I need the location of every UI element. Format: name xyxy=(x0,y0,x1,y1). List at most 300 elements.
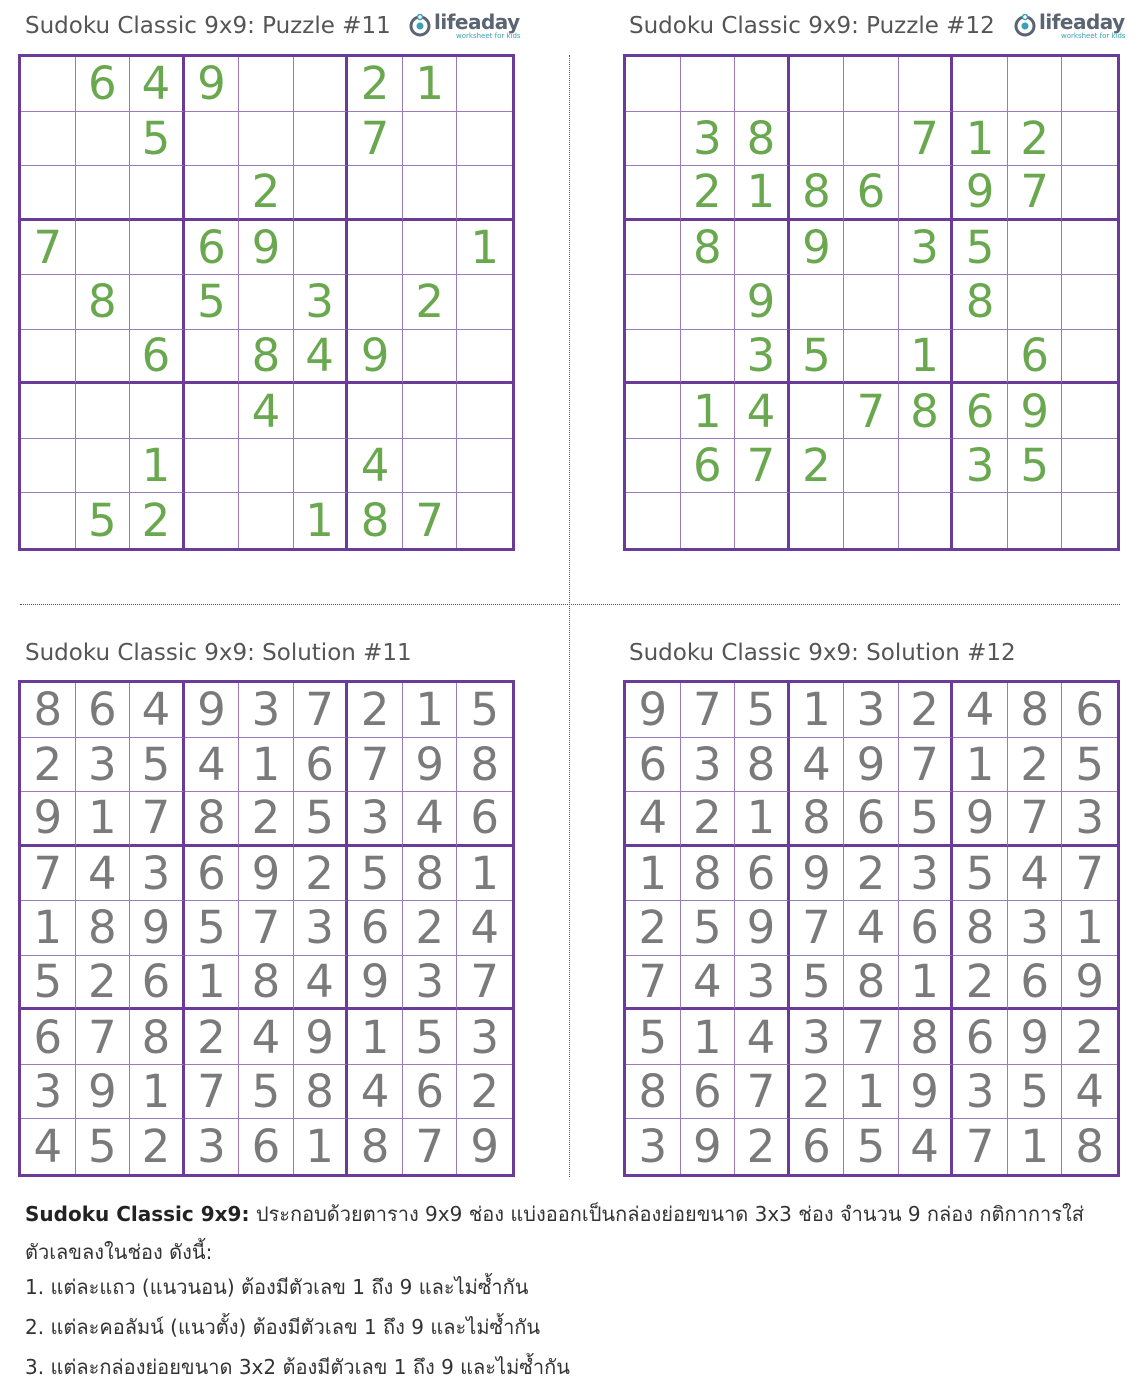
sudoku-cell: 6 xyxy=(130,956,185,1011)
sudoku-cell xyxy=(185,330,240,385)
sudoku-cell: 7 xyxy=(844,384,899,439)
sudoku-cell: 6 xyxy=(953,1010,1008,1065)
sudoku-cell: 6 xyxy=(403,1065,458,1120)
sudoku-cell: 4 xyxy=(294,956,349,1011)
rules-heading: Sudoku Classic 9x9: xyxy=(25,1202,250,1226)
sudoku-cell: 8 xyxy=(403,847,458,902)
sudoku-cell: 9 xyxy=(844,738,899,793)
sudoku-cell: 6 xyxy=(1008,330,1063,385)
sudoku-cell xyxy=(457,493,512,548)
sudoku-cell: 1 xyxy=(403,683,458,738)
sudoku-cell: 8 xyxy=(735,738,790,793)
sudoku-cell: 5 xyxy=(294,792,349,847)
sudoku-cell xyxy=(348,384,403,439)
sudoku-cell: 1 xyxy=(21,901,76,956)
sudoku-cell xyxy=(294,221,349,276)
rules-section xyxy=(25,1195,1125,1393)
sudoku-cell: 5 xyxy=(1008,1065,1063,1120)
sudoku-cell xyxy=(457,384,512,439)
sudoku-cell: 4 xyxy=(76,847,131,902)
sudoku-cell xyxy=(953,493,1008,548)
sudoku-cell: 2 xyxy=(294,847,349,902)
sudoku-cell: 1 xyxy=(294,1119,349,1174)
sudoku-cell: 3 xyxy=(681,738,736,793)
sudoku-cell: 4 xyxy=(899,1119,954,1174)
sudoku-cell: 7 xyxy=(1008,792,1063,847)
sudoku-cell: 3 xyxy=(294,275,349,330)
rule-item-3: 3. แต่ละกล่องย่อยขนาด 3x2 ต้องมีตัวเลข 1 ถึง 9 และไม่ซ้ำกัน xyxy=(25,1355,570,1379)
sudoku-cell: 4 xyxy=(735,1010,790,1065)
sudoku-cell xyxy=(626,330,681,385)
sudoku-cell: 9 xyxy=(470,1120,500,1174)
sudoku-cell: 7 xyxy=(844,1010,899,1065)
solution-11-title: Sudoku Classic 9x9: Solution #11 xyxy=(25,640,412,666)
sudoku-cell: 9 xyxy=(790,847,845,902)
sudoku-cell: 9 xyxy=(348,956,403,1011)
sudoku-cell xyxy=(457,166,512,221)
sudoku-cell: 2 xyxy=(403,901,458,956)
sudoku-cell: 8 xyxy=(844,956,899,1011)
sudoku-cell: 3 xyxy=(348,792,403,847)
sudoku-cell xyxy=(403,221,458,276)
logo-icon xyxy=(408,14,432,38)
sudoku-cell xyxy=(844,275,899,330)
sudoku-cell: 8 xyxy=(130,1010,185,1065)
sudoku-cell: 8 xyxy=(21,683,76,738)
sudoku-cell: 4 xyxy=(626,792,681,847)
sudoku-cell: 2 xyxy=(626,901,681,956)
sudoku-cell: 7 xyxy=(735,439,790,494)
sudoku-cell xyxy=(1062,166,1117,221)
sudoku-cell: 3 xyxy=(790,1010,845,1065)
sudoku-cell: 3 xyxy=(76,738,131,793)
logo-tagline: worksheet for kids xyxy=(1061,32,1126,40)
sudoku-cell xyxy=(626,275,681,330)
sudoku-cell: 4 xyxy=(790,738,845,793)
sudoku-cell: 8 xyxy=(953,275,1008,330)
sudoku-cell xyxy=(681,493,736,548)
sudoku-cell: 7 xyxy=(457,956,512,1011)
sudoku-cell: 4 xyxy=(130,57,185,112)
sudoku-cell: 1 xyxy=(457,847,512,902)
sudoku-cell xyxy=(348,221,403,276)
sudoku-cell: 7 xyxy=(403,493,458,548)
sudoku-cell xyxy=(239,439,294,494)
sudoku-cell xyxy=(457,330,512,385)
sudoku-cell: 8 xyxy=(239,330,294,385)
sudoku-cell: 2 xyxy=(76,956,131,1011)
sudoku-cell: 5 xyxy=(899,792,954,847)
sudoku-cell: 1 xyxy=(76,792,131,847)
sudoku-cell: 3 xyxy=(21,1065,76,1120)
sudoku-cell xyxy=(294,384,349,439)
sudoku-cell xyxy=(1062,112,1117,167)
sudoku-cell: 3 xyxy=(681,112,736,167)
sudoku-cell: 2 xyxy=(403,275,458,330)
sudoku-cell: 6 xyxy=(626,738,681,793)
sudoku-cell: 5 xyxy=(239,1065,294,1120)
sudoku-cell xyxy=(76,384,131,439)
sudoku-cell xyxy=(294,166,349,221)
sudoku-cell: 4 xyxy=(239,384,294,439)
logo-name: lifeaday xyxy=(1039,10,1125,34)
sudoku-cell: 7 xyxy=(239,901,294,956)
sudoku-cell: 6 xyxy=(844,166,899,221)
sudoku-cell: 5 xyxy=(76,493,131,548)
sudoku-cell: 2 xyxy=(681,792,736,847)
sudoku-cell: 2 xyxy=(239,166,294,221)
sudoku-cell: 4 xyxy=(1008,847,1063,902)
sudoku-cell: 3 xyxy=(457,1010,512,1065)
sudoku-cell: 4 xyxy=(953,683,1008,738)
sudoku-cell xyxy=(185,384,240,439)
sudoku-cell: 1 xyxy=(681,1010,736,1065)
sudoku-cell: 6 xyxy=(681,439,736,494)
sudoku-cell xyxy=(21,57,76,112)
sudoku-cell xyxy=(681,330,736,385)
sudoku-cell: 9 xyxy=(735,275,790,330)
sudoku-cell xyxy=(403,384,458,439)
sudoku-cell xyxy=(76,221,131,276)
sudoku-cell: 2 xyxy=(348,57,403,112)
rules-intro-text: ประกอบด้วยตาราง 9x9 ช่อง แบ่งออกเป็นกล่องย่อยขนาด 3x3 ช่อง จำนวน 9 กล่อง กติกาการใส่ตัวเลขลงในช่อง ดังนี้: xyxy=(25,1202,1084,1264)
sudoku-cell: 6 xyxy=(790,1119,845,1174)
sudoku-cell: 7 xyxy=(348,738,403,793)
sudoku-cell: 8 xyxy=(457,738,512,793)
rules-intro xyxy=(25,1195,1125,1271)
sudoku-cell: 7 xyxy=(790,901,845,956)
sudoku-cell xyxy=(21,275,76,330)
sudoku-cell xyxy=(626,112,681,167)
sudoku-cell: 2 xyxy=(1008,738,1063,793)
sudoku-cell: 8 xyxy=(294,1065,349,1120)
sudoku-cell: 6 xyxy=(294,738,349,793)
sudoku-cell: 2 xyxy=(130,1119,185,1174)
sudoku-cell xyxy=(457,275,512,330)
sudoku-cell: 3 xyxy=(130,847,185,902)
sudoku-cell: 7 xyxy=(1062,847,1117,902)
sudoku-cell: 3 xyxy=(1062,792,1117,847)
sudoku-cell: 5 xyxy=(735,683,790,738)
sudoku-cell xyxy=(130,221,185,276)
sudoku-cell xyxy=(239,493,294,548)
sudoku-cell: 3 xyxy=(953,439,1008,494)
sudoku-cell xyxy=(790,57,845,112)
sudoku-cell xyxy=(1062,493,1117,548)
sudoku-cell: 3 xyxy=(844,683,899,738)
sudoku-cell xyxy=(130,384,185,439)
sudoku-cell xyxy=(953,330,1008,385)
solution-11-grid xyxy=(18,680,515,1177)
sudoku-cell: 5 xyxy=(457,683,512,738)
sudoku-cell xyxy=(790,275,845,330)
sudoku-cell: 5 xyxy=(790,956,845,1011)
sudoku-cell xyxy=(626,439,681,494)
sudoku-cell: 9 xyxy=(76,1065,131,1120)
sudoku-cell: 3 xyxy=(735,956,790,1011)
sudoku-cell: 1 xyxy=(1062,901,1117,956)
sudoku-cell: 7 xyxy=(403,1119,458,1174)
sudoku-cell: 8 xyxy=(899,1010,954,1065)
sudoku-cell: 1 xyxy=(457,221,512,276)
sudoku-cell: 6 xyxy=(130,330,185,385)
sudoku-cell: 5 xyxy=(185,275,240,330)
sudoku-cell xyxy=(844,439,899,494)
sudoku-cell xyxy=(899,275,954,330)
sudoku-cell xyxy=(790,493,845,548)
sudoku-cell: 7 xyxy=(899,738,954,793)
sudoku-cell: 8 xyxy=(185,792,240,847)
sudoku-cell: 4 xyxy=(735,384,790,439)
sudoku-cell: 1 xyxy=(790,683,845,738)
sudoku-cell: 5 xyxy=(626,1010,681,1065)
sudoku-cell xyxy=(403,166,458,221)
sudoku-cell: 8 xyxy=(239,956,294,1011)
sudoku-cell: 4 xyxy=(348,1065,403,1120)
sudoku-cell xyxy=(844,57,899,112)
sudoku-cell: 5 xyxy=(185,901,240,956)
sudoku-cell: 9 xyxy=(1008,384,1063,439)
sudoku-cell: 9 xyxy=(294,1010,349,1065)
sudoku-cell: 4 xyxy=(185,738,240,793)
sudoku-cell: 1 xyxy=(844,1065,899,1120)
puzzle-11-grid xyxy=(18,54,515,551)
sudoku-cell: 9 xyxy=(735,901,790,956)
sudoku-cell xyxy=(626,221,681,276)
sudoku-cell: 2 xyxy=(21,738,76,793)
sudoku-cell: 5 xyxy=(953,221,1008,276)
solution-12-title: Sudoku Classic 9x9: Solution #12 xyxy=(629,640,1016,666)
sudoku-cell: 8 xyxy=(76,275,131,330)
logo-name: lifeaday xyxy=(434,10,520,34)
sudoku-cell: 1 xyxy=(403,57,458,112)
sudoku-cell xyxy=(1062,330,1117,385)
sudoku-cell xyxy=(1008,493,1063,548)
sudoku-cell xyxy=(844,221,899,276)
logo-tagline: worksheet for kids xyxy=(456,32,521,40)
horizontal-divider xyxy=(20,604,1120,605)
sudoku-cell: 9 xyxy=(130,901,185,956)
sudoku-cell: 2 xyxy=(790,439,845,494)
sudoku-cell: 3 xyxy=(294,901,349,956)
sudoku-cell: 2 xyxy=(348,683,403,738)
sudoku-cell: 4 xyxy=(403,792,458,847)
sudoku-cell: 6 xyxy=(735,847,790,902)
sudoku-cell: 4 xyxy=(457,901,512,956)
sudoku-cell: 5 xyxy=(790,330,845,385)
sudoku-cell: 9 xyxy=(953,166,1008,221)
sudoku-cell: 4 xyxy=(130,683,185,738)
logo-icon xyxy=(1013,14,1037,38)
sudoku-cell: 4 xyxy=(21,1119,76,1174)
sudoku-cell: 1 xyxy=(130,439,185,494)
sudoku-cell xyxy=(1008,221,1063,276)
sudoku-cell: 8 xyxy=(626,1065,681,1120)
sudoku-cell: 5 xyxy=(953,847,1008,902)
sudoku-cell: 1 xyxy=(626,847,681,902)
sudoku-cell: 9 xyxy=(185,57,240,112)
sudoku-cell: 8 xyxy=(790,166,845,221)
sudoku-cell xyxy=(403,330,458,385)
sudoku-cell: 2 xyxy=(1062,1010,1117,1065)
sudoku-cell xyxy=(1008,57,1063,112)
sudoku-cell: 3 xyxy=(735,330,790,385)
sudoku-cell: 5 xyxy=(844,1119,899,1174)
sudoku-cell: 6 xyxy=(953,384,1008,439)
sudoku-cell: 7 xyxy=(953,1119,1008,1174)
sudoku-cell: 3 xyxy=(953,1065,1008,1120)
sudoku-cell xyxy=(899,57,954,112)
sudoku-cell: 2 xyxy=(185,1010,240,1065)
sudoku-cell: 4 xyxy=(294,330,349,385)
sudoku-cell: 2 xyxy=(844,847,899,902)
sudoku-cell: 7 xyxy=(21,847,76,902)
sudoku-cell xyxy=(1062,275,1117,330)
sudoku-cell: 8 xyxy=(735,112,790,167)
sudoku-cell xyxy=(735,57,790,112)
sudoku-cell xyxy=(21,112,76,167)
sudoku-cell xyxy=(1062,439,1117,494)
sudoku-cell: 7 xyxy=(1008,166,1063,221)
sudoku-cell xyxy=(953,57,1008,112)
sudoku-cell: 3 xyxy=(899,847,954,902)
sudoku-cell: 6 xyxy=(239,1119,294,1174)
sudoku-cell xyxy=(457,57,512,112)
sudoku-cell xyxy=(681,275,736,330)
sudoku-cell: 1 xyxy=(185,956,240,1011)
sudoku-cell: 8 xyxy=(681,847,736,902)
sudoku-cell: 1 xyxy=(348,1010,403,1065)
sudoku-cell: 6 xyxy=(348,901,403,956)
sudoku-cell: 1 xyxy=(239,738,294,793)
sudoku-cell: 6 xyxy=(681,1065,736,1120)
sudoku-cell xyxy=(403,112,458,167)
sudoku-cell: 7 xyxy=(21,221,76,276)
sudoku-cell: 7 xyxy=(185,1065,240,1120)
sudoku-cell: 6 xyxy=(185,847,240,902)
sudoku-cell: 2 xyxy=(790,1065,845,1120)
sudoku-cell: 9 xyxy=(1008,1010,1063,1065)
sudoku-cell: 4 xyxy=(239,1010,294,1065)
sudoku-cell: 8 xyxy=(790,792,845,847)
sudoku-cell: 7 xyxy=(899,112,954,167)
sudoku-cell xyxy=(21,493,76,548)
sudoku-cell: 6 xyxy=(844,792,899,847)
logo xyxy=(1013,12,1126,40)
sudoku-cell: 9 xyxy=(348,330,403,385)
sudoku-cell xyxy=(899,493,954,548)
sudoku-cell xyxy=(348,166,403,221)
sudoku-cell xyxy=(735,493,790,548)
sudoku-cell xyxy=(735,221,790,276)
sudoku-cell: 6 xyxy=(185,221,240,276)
sudoku-cell: 3 xyxy=(626,1119,681,1174)
sudoku-cell: 4 xyxy=(844,901,899,956)
sudoku-cell xyxy=(1062,57,1117,112)
sudoku-cell xyxy=(185,439,240,494)
sudoku-cell xyxy=(626,384,681,439)
sudoku-cell xyxy=(21,439,76,494)
sudoku-cell xyxy=(626,57,681,112)
sudoku-cell xyxy=(790,112,845,167)
sudoku-cell: 5 xyxy=(130,738,185,793)
sudoku-cell: 8 xyxy=(899,384,954,439)
sudoku-cell: 6 xyxy=(899,901,954,956)
sudoku-cell: 8 xyxy=(1008,683,1063,738)
sudoku-cell: 7 xyxy=(681,683,736,738)
sudoku-cell: 6 xyxy=(21,1010,76,1065)
sudoku-cell: 6 xyxy=(457,792,512,847)
sudoku-cell xyxy=(76,330,131,385)
sudoku-cell: 9 xyxy=(185,683,240,738)
solution-12-grid xyxy=(623,680,1120,1177)
sudoku-cell: 5 xyxy=(76,1119,131,1174)
rule-item-2: 2. แต่ละคอลัมน์ (แนวตั้ง) ต้องมีตัวเลข 1 ถึง 9 และไม่ซ้ำกัน xyxy=(25,1315,541,1339)
sudoku-cell: 1 xyxy=(899,956,954,1011)
sudoku-cell: 5 xyxy=(21,956,76,1011)
sudoku-cell xyxy=(844,330,899,385)
sudoku-cell xyxy=(76,439,131,494)
sudoku-cell xyxy=(844,112,899,167)
sudoku-cell xyxy=(76,166,131,221)
sudoku-cell: 3 xyxy=(1008,901,1063,956)
sudoku-cell: 9 xyxy=(953,792,1008,847)
sudoku-cell xyxy=(348,275,403,330)
sudoku-cell: 8 xyxy=(953,901,1008,956)
sudoku-cell: 9 xyxy=(403,738,458,793)
sudoku-cell: 2 xyxy=(239,792,294,847)
sudoku-cell: 5 xyxy=(348,847,403,902)
sudoku-cell xyxy=(844,493,899,548)
sudoku-cell: 4 xyxy=(1062,1065,1117,1120)
sudoku-cell: 8 xyxy=(76,901,131,956)
sudoku-cell: 2 xyxy=(457,1065,512,1120)
sudoku-cell: 2 xyxy=(130,493,185,548)
puzzle-12-grid xyxy=(623,54,1120,551)
sudoku-cell xyxy=(239,112,294,167)
vertical-divider xyxy=(569,55,570,1177)
sudoku-cell xyxy=(626,166,681,221)
sudoku-cell: 1 xyxy=(735,792,790,847)
sudoku-cell: 5 xyxy=(403,1010,458,1065)
sudoku-cell: 9 xyxy=(681,1119,736,1174)
sudoku-cell: 6 xyxy=(1008,956,1063,1011)
sudoku-cell xyxy=(457,439,512,494)
rule-item-1: 1. แต่ละแถว (แนวนอน) ต้องมีตัวเลข 1 ถึง 9 และไม่ซ้ำกัน xyxy=(25,1275,529,1299)
sudoku-cell: 2 xyxy=(1008,112,1063,167)
sudoku-cell: 1 xyxy=(294,493,349,548)
sudoku-cell xyxy=(21,384,76,439)
sudoku-cell: 7 xyxy=(626,956,681,1011)
sudoku-cell xyxy=(185,493,240,548)
sudoku-cell: 2 xyxy=(681,166,736,221)
sudoku-cell: 7 xyxy=(130,792,185,847)
sudoku-cell: 9 xyxy=(899,1065,954,1120)
sudoku-cell: 6 xyxy=(76,57,131,112)
sudoku-cell: 8 xyxy=(348,493,403,548)
sudoku-cell: 1 xyxy=(953,738,1008,793)
sudoku-cell: 5 xyxy=(681,901,736,956)
sudoku-cell xyxy=(899,166,954,221)
sudoku-cell: 1 xyxy=(953,112,1008,167)
sudoku-cell: 3 xyxy=(239,683,294,738)
puzzle-11-title: Sudoku Classic 9x9: Puzzle #11 xyxy=(25,13,391,39)
sudoku-cell xyxy=(457,112,512,167)
sudoku-cell: 2 xyxy=(899,683,954,738)
sudoku-cell: 7 xyxy=(76,1010,131,1065)
sudoku-cell xyxy=(185,166,240,221)
sudoku-cell: 5 xyxy=(1062,738,1117,793)
